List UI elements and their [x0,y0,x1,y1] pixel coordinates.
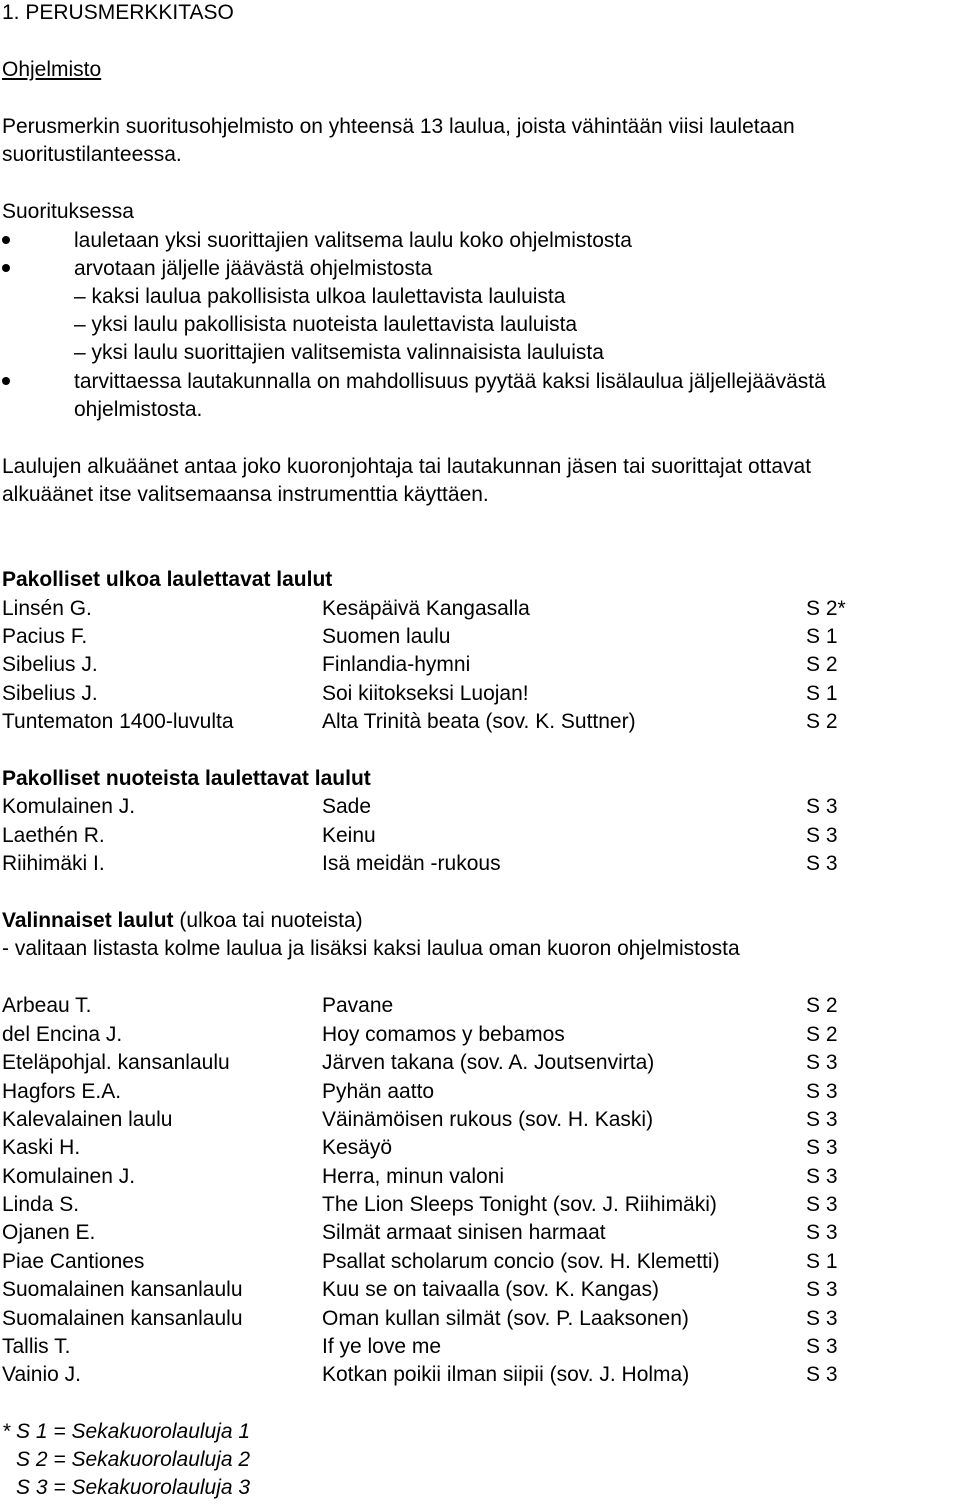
composer-cell: Kalevalainen laulu [2,1108,173,1131]
bullet-icon [2,264,10,272]
book-cell: S 2 [806,994,838,1017]
bullet-text-2: arvotaan jäljelle jäävästä ohjelmistosta [74,257,433,280]
song-cell: Pyhän aatto [322,1080,435,1103]
book-cell: S 3 [806,1193,838,1216]
composer-cell: Pacius F. [2,625,88,648]
song-cell: Kotkan poikii ilman siipii (sov. J. Holma) [322,1363,690,1386]
book-cell: S 2 [806,710,838,733]
book-cell: S 3 [806,1080,838,1103]
book-cell: S 3 [806,1363,838,1386]
song-cell: Psallat scholarum concio (sov. H. Klemetti) [322,1250,720,1273]
book-cell: S 3 [806,1335,838,1358]
book-cell: S 3 [806,1051,838,1074]
composer-cell: Riihimäki I. [2,852,105,875]
bullet-text-3b: ohjelmistosta. [74,398,203,421]
song-cell: Oman kullan silmät (sov. P. Laaksonen) [322,1307,689,1330]
footnote-2: S 2 = Sekakuorolauluja 2 [16,1448,251,1471]
composer-cell: Komulainen J. [2,1165,136,1188]
composer-cell: Vainio J. [2,1363,81,1386]
composer-cell: Linsén G. [2,597,92,620]
book-cell: S 1 [806,1250,838,1273]
valinnaiset-title-bold: Valinnaiset laulut [2,909,174,932]
bullet-text-3a: tarvittaessa lautakunnalla on mahdollisuus pyytää kaksi lisälaulua jäljellejäävästä [74,370,826,393]
composer-cell: Ojanen E. [2,1221,96,1244]
book-cell: S 3 [806,1136,838,1159]
section-title-pakolliset-nuoteista: Pakolliset nuoteista laulettavat laulut [2,767,371,790]
footnote-1: * S 1 = Sekakuorolauluja 1 [2,1420,251,1443]
bullet-icon [2,236,10,244]
dash-item-1: – kaksi laulua pakollisista ulkoa laulettavista lauluista [74,285,566,308]
bullet-icon [2,377,10,385]
song-cell: Kuu se on taivaalla (sov. K. Kangas) [322,1278,659,1301]
section-title-pakolliset-ulkoa: Pakolliset ulkoa laulettavat laulut [2,568,333,591]
song-cell: Kesäyö [322,1136,393,1159]
song-cell: Pavane [322,994,394,1017]
composer-cell: Tuntematon 1400-luvulta [2,710,234,733]
song-cell: Isä meidän -rukous [322,852,501,875]
composer-cell: Laethén R. [2,824,105,847]
composer-cell: Piae Cantiones [2,1250,145,1273]
page-heading: 1. PERUSMERKKITASO [2,1,234,24]
book-cell: S 3 [806,1221,838,1244]
composer-cell: Suomalainen kansanlaulu [2,1307,243,1330]
composer-cell: Tallis T. [2,1335,71,1358]
book-cell: S 2 [806,653,838,676]
song-cell: Järven takana (sov. A. Joutsenvirta) [322,1051,655,1074]
song-cell: Kesäpäivä Kangasalla [322,597,530,620]
song-cell: Silmät armaat sinisen harmaat [322,1221,606,1244]
para2-line-2: alkuäänet itse valitsemaansa instrumenttia käyttäen. [2,483,489,506]
section-title-ohjelmisto: Ohjelmisto [2,58,102,81]
song-cell: Väinämöisen rukous (sov. H. Kaski) [322,1108,654,1131]
composer-cell: Komulainen J. [2,795,136,818]
composer-cell: Kaski H. [2,1136,81,1159]
composer-cell: Linda S. [2,1193,80,1216]
book-cell: S 2* [806,597,846,620]
composer-cell: Hagfors E.A. [2,1080,122,1103]
suoritus-label: Suorituksessa [2,200,134,223]
section-title-valinnaiset [2,909,363,933]
composer-cell: Sibelius J. [2,653,98,676]
footnote-3: S 3 = Sekakuorolauluja 3 [16,1476,251,1499]
composer-cell: del Encina J. [2,1023,123,1046]
composer-cell: Arbeau T. [2,994,92,1017]
song-cell: Suomen laulu [322,625,451,648]
dash-item-3: – yksi laulu suorittajien valitsemista valinnaisista lauluista [74,341,604,364]
song-cell: Herra, minun valoni [322,1165,505,1188]
book-cell: S 1 [806,682,838,705]
song-cell: The Lion Sleeps Tonight (sov. J. Riihimäki) [322,1193,717,1216]
para2-line-1: Laulujen alkuäänet antaa joko kuoronjohtaja tai lautakunnan jäsen tai suorittajat ottavat [2,455,812,478]
song-cell: Hoy comamos y bebamos [322,1023,565,1046]
song-cell: Sade [322,795,372,818]
song-cell: Soi kiitokseksi Luojan! [322,682,529,705]
dash-item-2: – yksi laulu pakollisista nuoteista laulettavista lauluista [74,313,578,336]
book-cell: S 2 [806,1023,838,1046]
book-cell: S 1 [806,625,838,648]
book-cell: S 3 [806,795,838,818]
valinnaiset-title-rest: (ulkoa tai nuoteista) [173,909,363,932]
composer-cell: Eteläpohjal. kansanlaulu [2,1051,230,1074]
valinnaiset-note: - valitaan listasta kolme laulua ja lisäksi kaksi laulua oman kuoron ohjelmistosta [2,937,740,960]
book-cell: S 3 [806,852,838,875]
composer-cell: Suomalainen kansanlaulu [2,1278,243,1301]
song-cell: Alta Trinità beata (sov. K. Suttner) [322,710,636,733]
book-cell: S 3 [806,1165,838,1188]
book-cell: S 3 [806,1278,838,1301]
book-cell: S 3 [806,1307,838,1330]
song-cell: Finlandia-hymni [322,653,471,676]
intro-line-2: suoritustilanteessa. [2,143,182,166]
song-cell: If ye love me [322,1335,442,1358]
book-cell: S 3 [806,824,838,847]
song-cell: Keinu [322,824,376,847]
bullet-text-1: lauletaan yksi suorittajien valitsema laulu koko ohjelmistosta [74,229,632,252]
book-cell: S 3 [806,1108,838,1131]
composer-cell: Sibelius J. [2,682,98,705]
intro-line-1: Perusmerkin suoritusohjelmisto on yhteensä 13 laulua, joista vähintään viisi lauletaan [2,115,795,138]
